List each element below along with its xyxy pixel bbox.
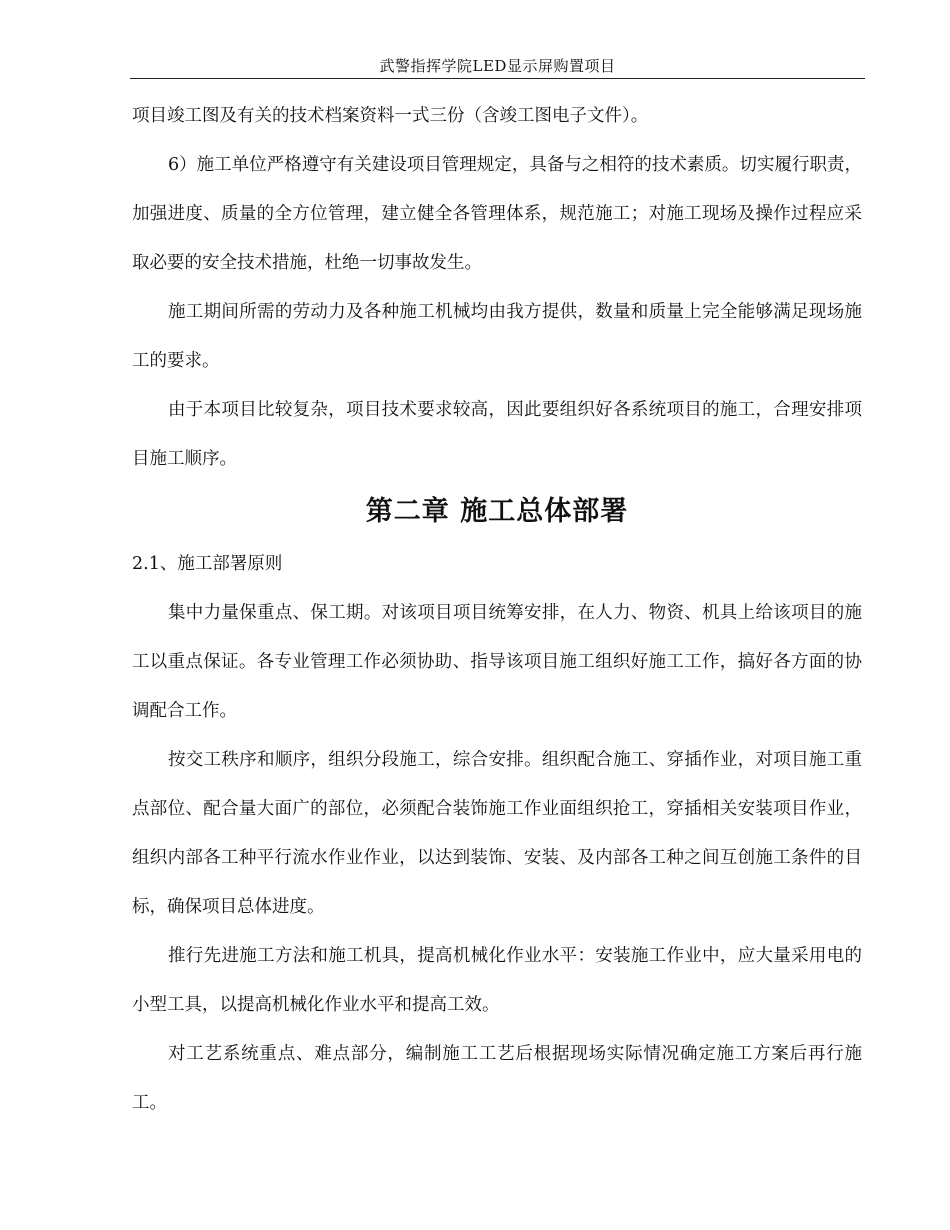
chapter-title: 第二章 施工总体部署: [365, 496, 629, 527]
document-body: [132, 92, 862, 1128]
paragraph-process-plan: 对工艺系统重点、难点部分，编制施工工艺后根据现场实际情况确定施工方案后再行施工。: [132, 1044, 862, 1113]
paragraph-item-6: 6）施工单位严格遵守有关建设项目管理规定，具备与之相符的技术素质。切实履行职责，加强进度、质量的全方位管理，建立健全各管理体系，规范施工；对施工现场及操作过程应采取必要的安全技术措施，杜绝一切事故发生。: [132, 155, 862, 273]
paragraph-sequence: 由于本项目比较复杂，项目技术要求较高，因此要组织好各系统项目的施工，合理安排项目施工顺序。: [132, 400, 862, 469]
paragraph-phased-construction: 按交工秩序和顺序，组织分段施工，综合安排。组织配合施工、穿插作业，对项目施工重点部位、配合量大面广的部位，必须配合装饰施工作业面组织抢工，穿插相关安装项目作业，组织内部各工种平行流水作业作业，以达到装饰、安装、及内部各工种之间互创施工条件的目标，确保项目总体进度。: [132, 750, 862, 917]
header-divider: [130, 78, 865, 79]
page-header-title: 武警指挥学院LED显示屏购置项目: [379, 57, 616, 75]
section-title: 2.1、施工部署原则: [132, 554, 283, 574]
paragraph-focus-priorities: 集中力量保重点、保工期。对该项目项目统筹安排，在人力、物资、机具上给该项目的施工以重点保证。各专业管理工作必须协助、指导该项目施工组织好施工工作，搞好各方面的协调配合工作。: [132, 603, 862, 721]
paragraph-mechanization: 推行先进施工方法和施工机具，提高机械化作业水平：安装施工作业中，应大量采用电的小型工具，以提高机械化作业水平和提高工效。: [132, 946, 862, 1015]
paragraph-labor-machinery: 施工期间所需的劳动力及各种施工机械均由我方提供，数量和质量上完全能够满足现场施工的要求。: [132, 302, 862, 371]
paragraph-completion-docs: 项目竣工图及有关的技术档案资料一式三份（含竣工图电子文件）。: [132, 106, 649, 126]
